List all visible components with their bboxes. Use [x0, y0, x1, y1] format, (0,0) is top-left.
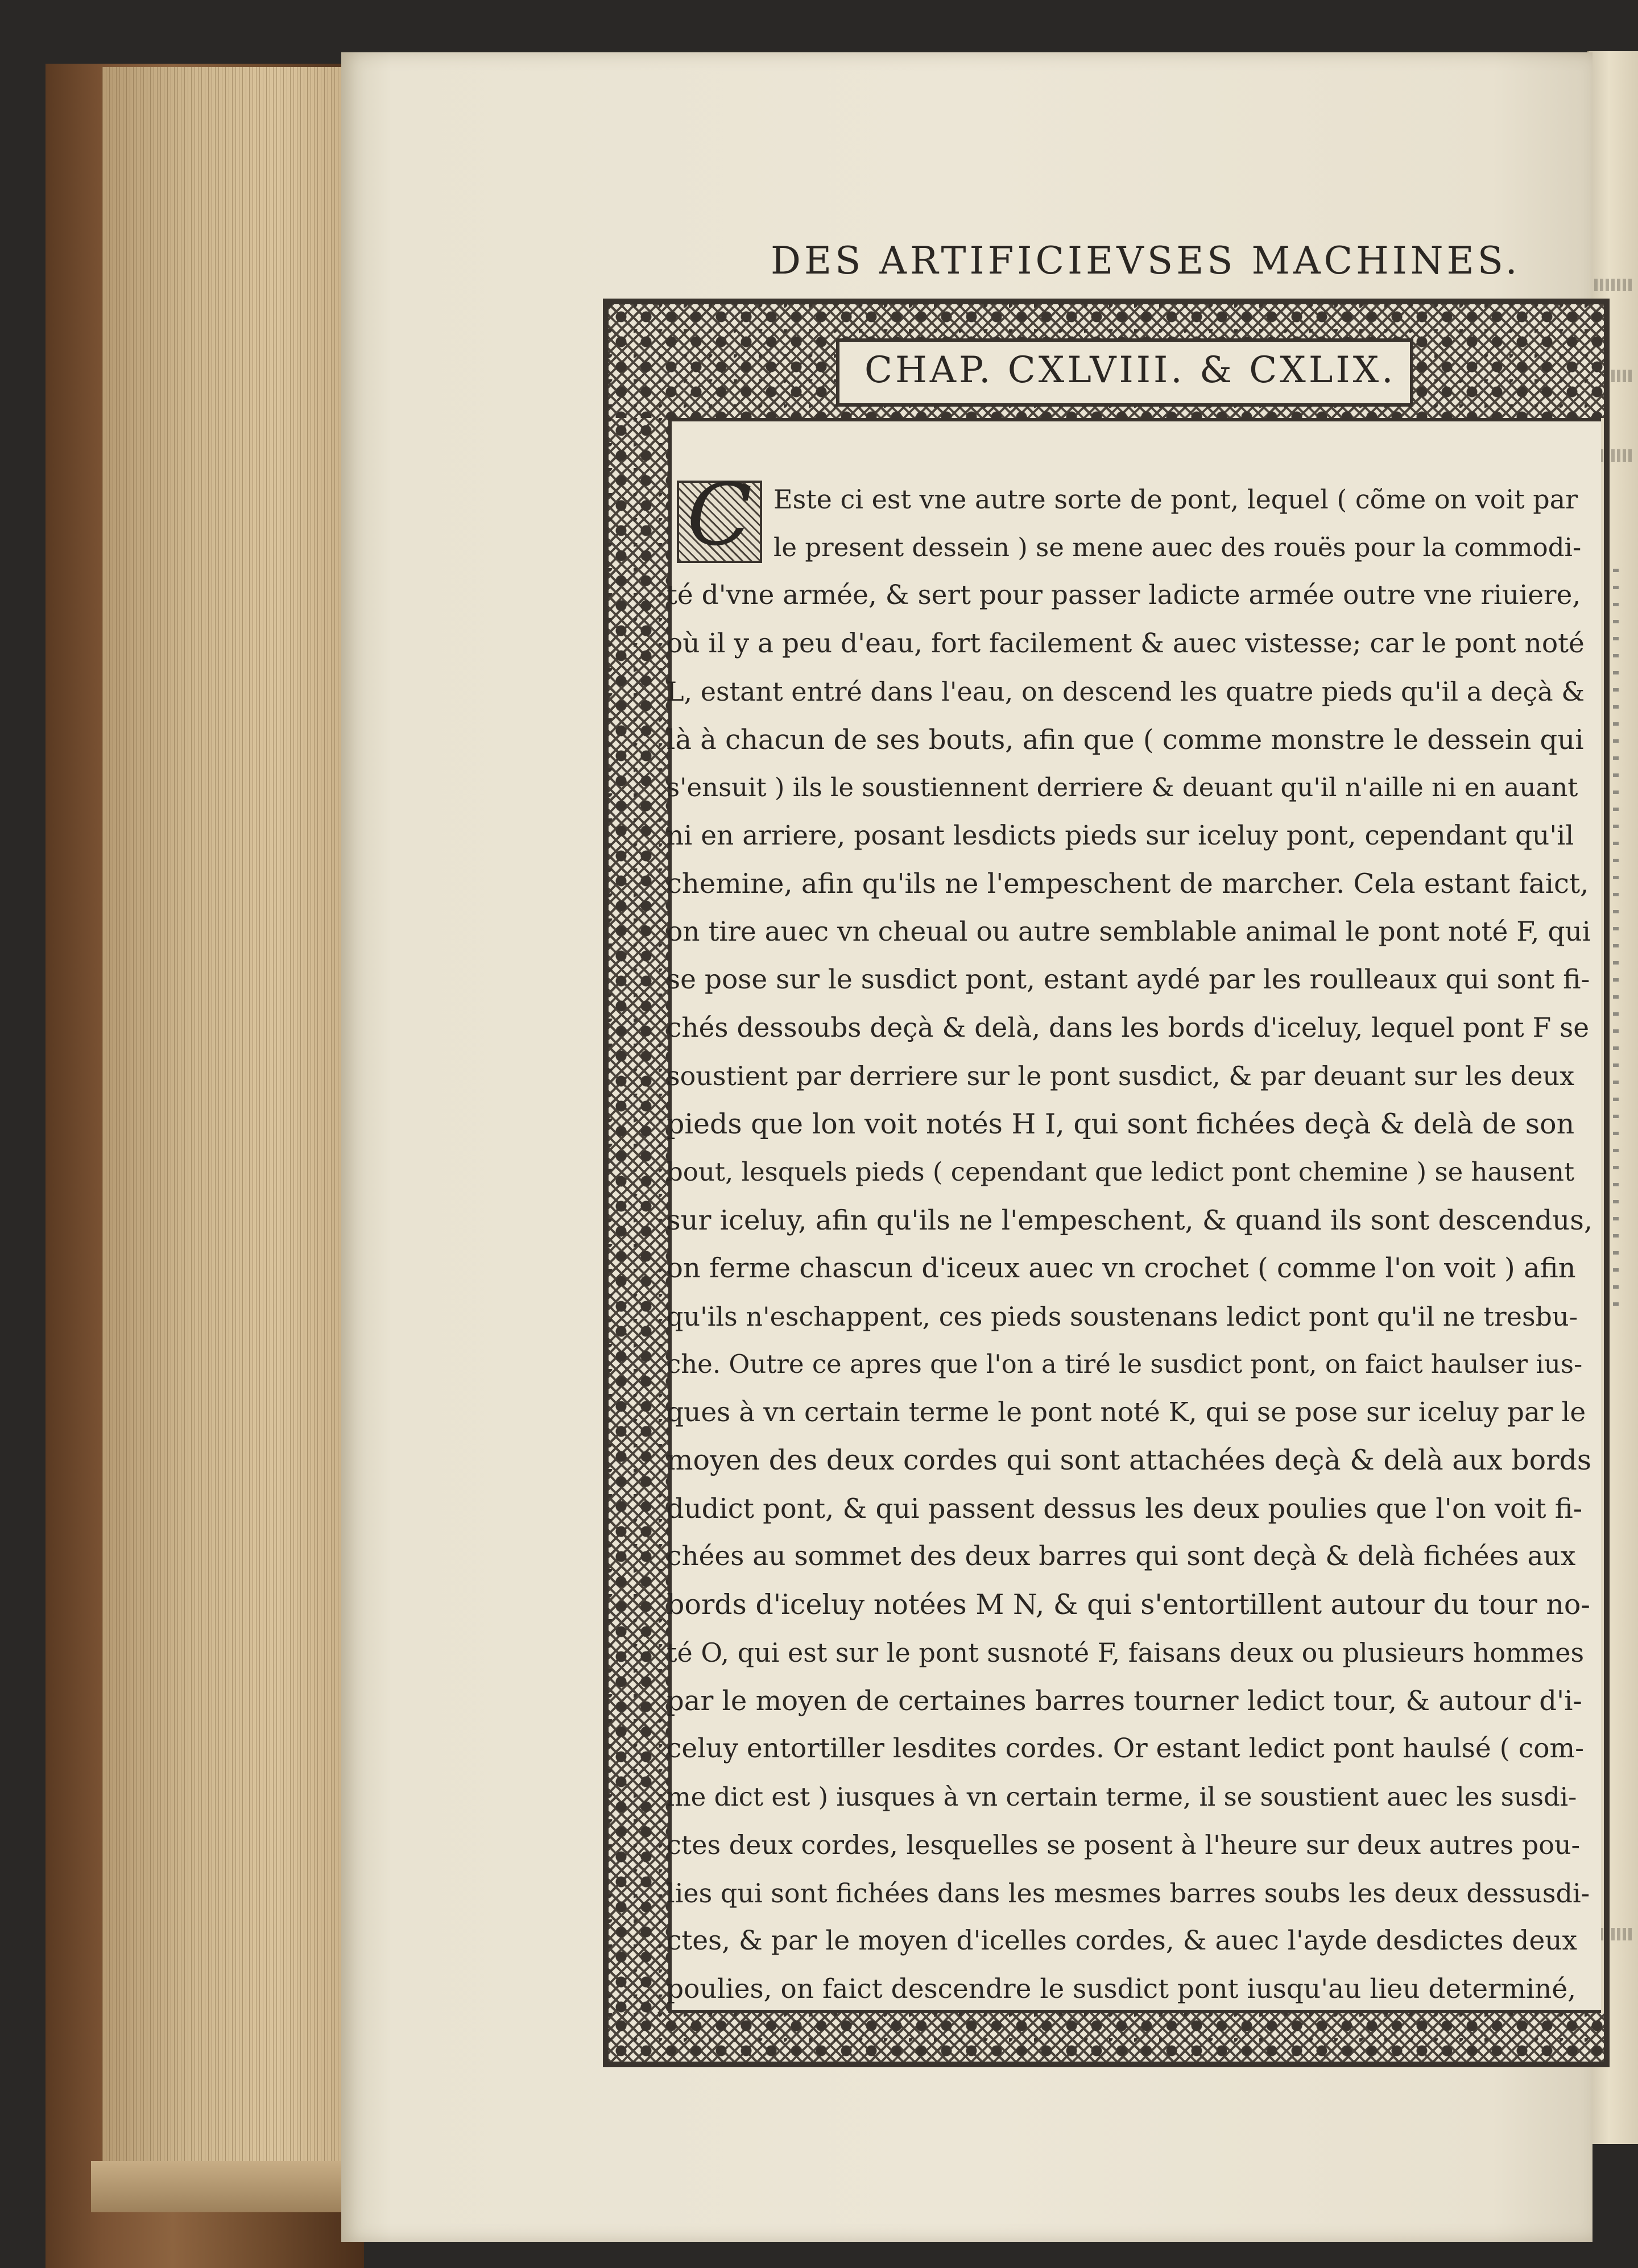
text-line: qu'ils n'eschappent, ces pieds soustenans ledict pont qu'il ne tresbu-	[667, 1301, 1578, 1332]
text-line: bords d'iceluy notées M N, & qui s'entortillent autour du tour no-	[667, 1588, 1590, 1621]
text-line: par le moyen de certaines barres tourner ledict tour, & autour d'i-	[667, 1685, 1582, 1717]
text-line: Este ci est vne autre sorte de pont, lequel ( cõme on voit par	[774, 484, 1578, 515]
running-head: DES ARTIFICIEVSES MACHINES.	[771, 239, 1521, 283]
text-line: té d'vne armée, & sert pour passer ladicte armée outre vne riuiere,	[667, 580, 1581, 611]
text-line: le present dessein ) se mene auec des rouës pour la commodi-	[774, 532, 1582, 562]
text-line: dudict pont, & qui passent dessus les deux poulies que l'on voit fi-	[667, 1492, 1583, 1525]
text-line: on ferme chascun d'iceux auec vn crochet ( comme l'on voit ) afin	[667, 1252, 1576, 1284]
text-line: on tire auec vn cheual ou autre semblable animal le pont noté F, qui	[667, 916, 1591, 947]
text-line: pieds que lon voit notés H I, qui sont fichées deçà & delà de son	[667, 1107, 1575, 1140]
text-line: che. Outre ce apres que l'on a tiré le susdict pont, on faict haulser ius-	[667, 1349, 1583, 1379]
text-line: celuy entortiller lesdites cordes. Or estant ledict pont haulsé ( com-	[667, 1733, 1584, 1764]
text-line: bout, lesquels pieds ( cependant que ledict pont chemine ) se hausent	[667, 1157, 1575, 1187]
text-line: L, estant entré dans l'eau, on descend les quatre pieds qu'il a deçà &	[667, 676, 1585, 707]
text-line: ctes, & par le moyen d'icelles cordes, & auec l'ayde desdictes deux	[667, 1925, 1578, 1956]
text-line: té O, qui est sur le pont susnoté F, faisans deux ou plusieurs hommes	[667, 1637, 1585, 1668]
text-line: là à chacun de ses bouts, afin que ( comme monstre le dessein qui	[667, 723, 1584, 756]
text-line: chemine, afin qu'ils ne l'empeschent de marcher. Cela estant faict,	[667, 868, 1589, 900]
text-line: chés dessoubs deçà & delà, dans les bords d'iceluy, lequel pont F se	[667, 1012, 1590, 1044]
text-line: où il y a peu d'eau, fort facilement & auec vistesse; car le pont noté	[667, 627, 1585, 659]
page-edges	[102, 67, 354, 2166]
text-line: lies qui sont fichées dans les mesmes barres soubs les deux dessusdi-	[667, 1877, 1590, 1909]
initial-letter: C	[686, 466, 752, 565]
text-line: moyen des deux cordes qui sont attachées deçà & delà aux bords	[667, 1444, 1592, 1476]
facing-page-ornament	[1613, 569, 1619, 1308]
text-line: ni en arriere, posant lesdicts pieds sur iceluy pont, cependant qu'il	[667, 820, 1574, 851]
text-line: chées au sommet des deux barres qui sont deçà & delà fichées aux	[667, 1541, 1576, 1572]
ornament-band-left	[609, 418, 668, 2062]
text-line: poulies, on faict descendre le susdict pont iusqu'au lieu determiné,	[667, 1973, 1577, 2005]
text-line: s'ensuit ) ils le soustiennent derriere & deuant qu'il n'aille ni en auant	[667, 772, 1578, 802]
ornament-band-bottom	[609, 2013, 1604, 2062]
text-line: se pose sur le susdict pont, estant aydé par les roulleaux qui sont fi-	[667, 964, 1590, 995]
chapter-title: CHAP. CXLVIII. & CXLIX.	[864, 349, 1396, 391]
text-line: sur iceluy, afin qu'ils ne l'empeschent, & quand ils sont descendus,	[667, 1204, 1593, 1236]
text-line: ctes deux cordes, lesquelles se posent à l'heure sur deux autres pou-	[667, 1830, 1581, 1860]
text-line: me dict est ) iusques à vn certain terme, il se soustient auec les susdi-	[667, 1781, 1577, 1812]
text-line: ques à vn certain terme le pont noté K, qui se pose sur iceluy par le	[667, 1396, 1586, 1428]
text-line: soustient par derriere sur le pont susdict, & par deuant sur les deux	[667, 1061, 1575, 1091]
